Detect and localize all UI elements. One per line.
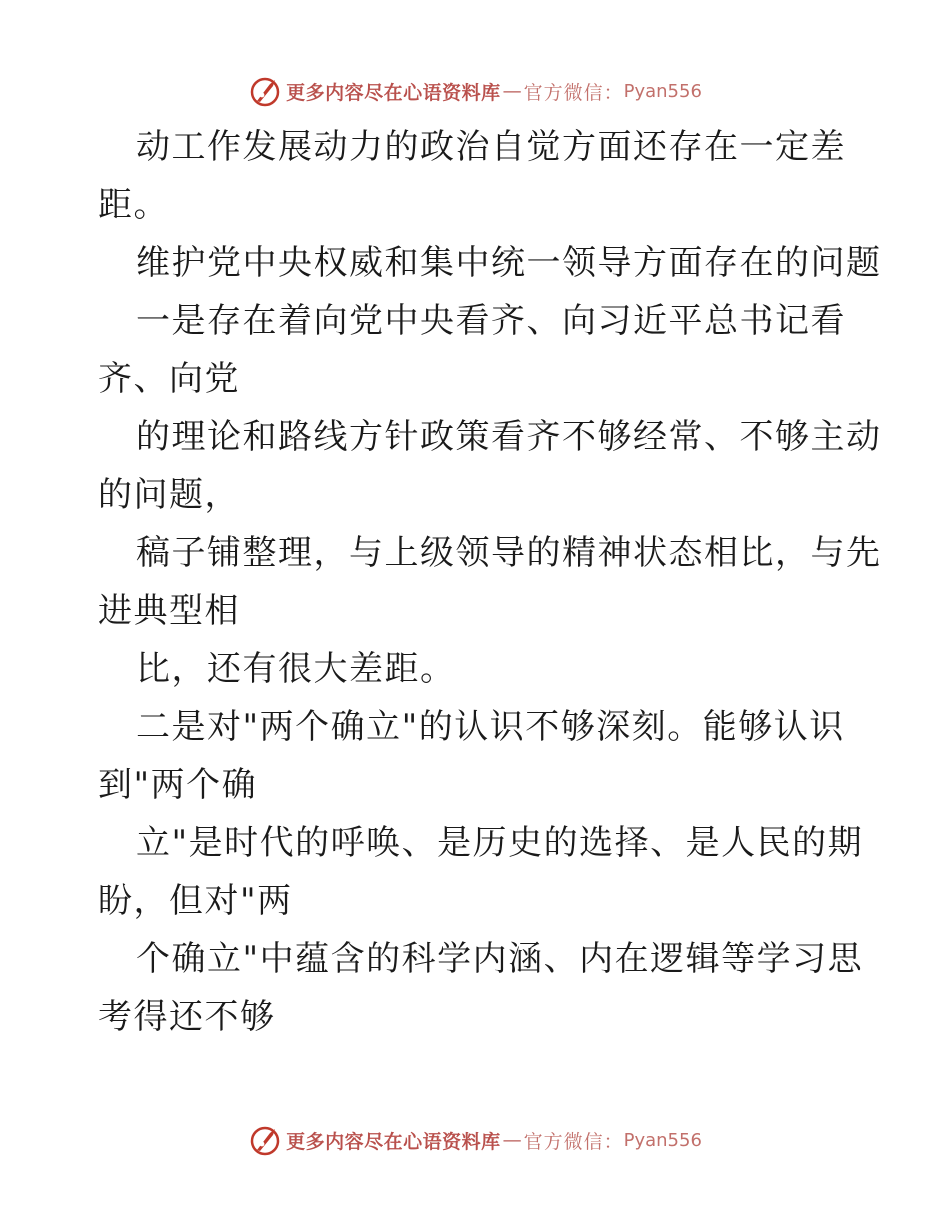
- body-line: 到"两个确: [98, 765, 258, 805]
- footer-banner: [0, 1120, 950, 1160]
- header-wechat-id: Pyan556: [623, 80, 702, 102]
- header-brand: 更多内容尽在心语资料库: [286, 81, 501, 104]
- body-line: 的问题，: [98, 475, 240, 515]
- body-line: 稿子铺整理，与上级领导的精神状态相比，与先: [136, 533, 882, 573]
- body-line: 一是存在着向党中央看齐、向习近平总书记看: [136, 301, 846, 341]
- body-line: 的理论和路线方针政策看齐不够经常、不够主动: [136, 417, 882, 457]
- footer-wechat-label: 官方微信：: [523, 1130, 624, 1153]
- body-line: 齐、向党: [98, 359, 240, 399]
- body-line: 二是对"两个确立"的认识不够深刻。能够认识: [136, 707, 845, 747]
- body-line: 个确立"中蕴含的科学内涵、内在逻辑等学习思: [136, 939, 864, 979]
- body-line: 距。: [98, 185, 169, 225]
- footer-separator: —: [502, 1129, 522, 1151]
- footer-brand: 更多内容尽在心语资料库: [286, 1130, 501, 1153]
- header-wechat-label: 官方微信：: [523, 81, 624, 104]
- pen-logo-icon: [248, 74, 282, 108]
- body-line: 盼，但对"两: [98, 881, 293, 921]
- body-line: 维护党中央权威和集中统一领导方面存在的问题: [136, 243, 882, 283]
- body-line: 考得还不够: [98, 997, 276, 1037]
- body-line: 立"是时代的呼唤、是历史的选择、是人民的期: [136, 823, 864, 863]
- body-line: 动工作发展动力的政治自觉方面还存在一定差: [136, 127, 846, 167]
- footer-wechat-id: Pyan556: [623, 1129, 702, 1151]
- header-banner: [0, 71, 950, 111]
- document-body: [98, 118, 882, 1046]
- header-separator: —: [502, 80, 522, 102]
- body-line: 进典型相: [98, 591, 240, 631]
- pen-logo-icon: [248, 1123, 282, 1157]
- body-line: 比，还有很大差距。: [136, 649, 456, 689]
